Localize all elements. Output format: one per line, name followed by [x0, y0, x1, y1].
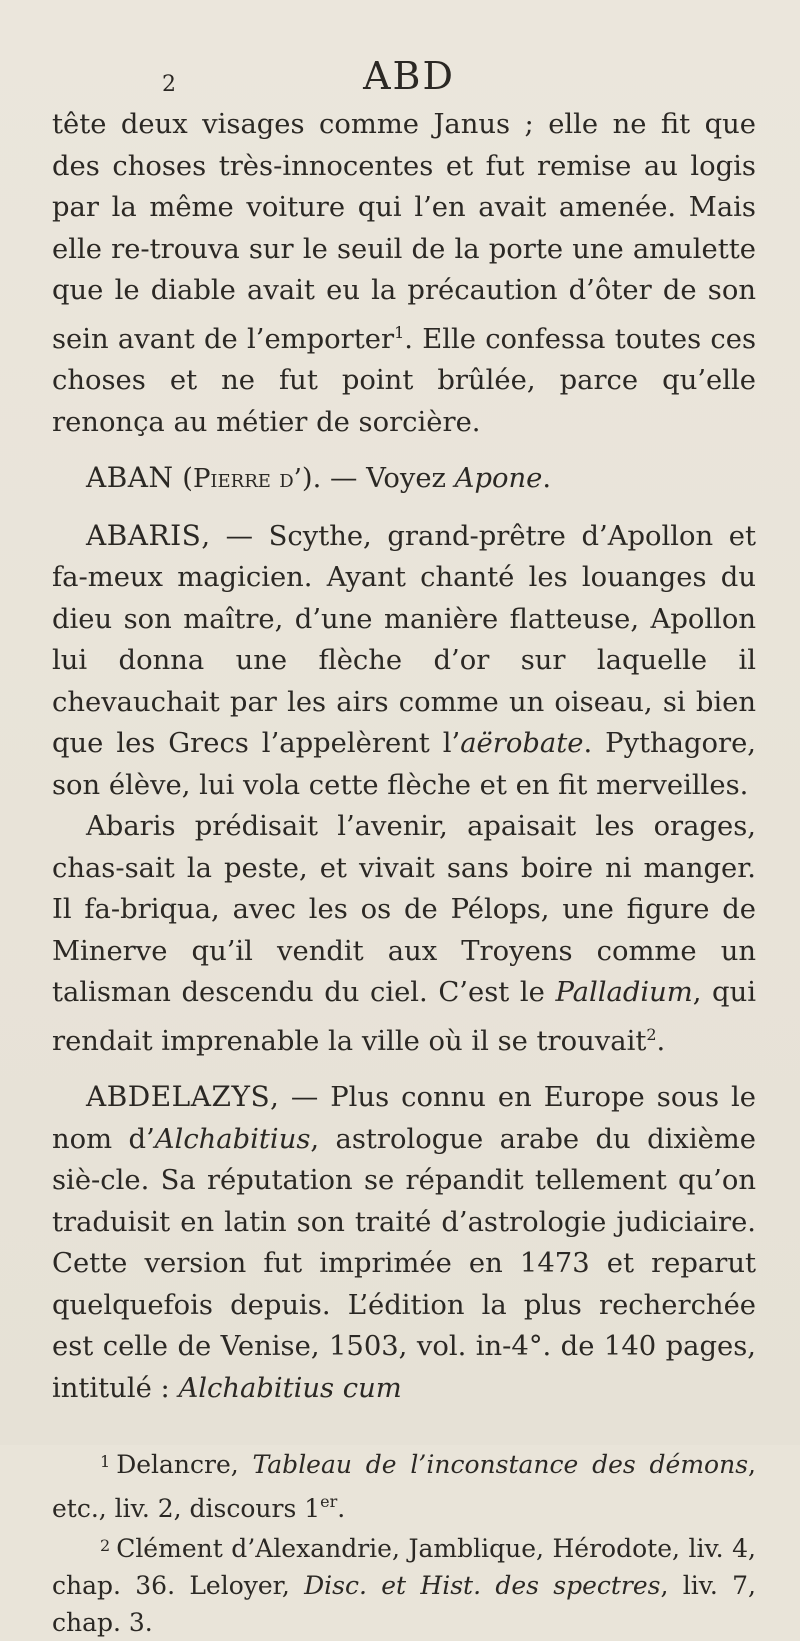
page-number: 2 — [162, 72, 176, 97]
paragraph-text: tête deux visages comme Janus ; elle ne fit que des choses très-innocentes et fut remise au logis par la même voiture qui l’en avait amenée. Mais elle re-trouva sur le seuil de la porte une amulette que le diable avait eu la précaution d’ôter de son sein avant de l’emporter — [52, 109, 756, 355]
entry-italic: aërobate — [460, 728, 584, 759]
entry-text: , astrologue arabe du dixième siè-cle. Sa réputation se répandit tellement qu’on traduisit en latin son traité d’astrologie judiciaire. Cette version fut imprimée en 1473 et reparut quelquefois depuis. L’édition la plus recherchée est celle de Venise, 1503, vol. in-4°. de 140 pages, intitulé : — [52, 1123, 756, 1404]
footnote-superscript: er — [320, 1492, 338, 1511]
paragraph-text: . Elle confessa toutes ces choses et ne fut point brûlée, parce qu’elle renonça au métier de sorcière. — [52, 323, 757, 438]
footnote-italic: Tableau de l’inconstance des démons — [252, 1450, 749, 1479]
footnotes — [52, 1443, 756, 1641]
footnote-text: , etc., liv. 2, discours 1 — [52, 1450, 756, 1523]
entry-text: , — Scythe, grand-prêtre d’Apollon et fa-meux magicien. Ayant chanté les louanges du dieu son maître, d’une manière flatteuse, Apollon lui donna une flèche d’or sur laquelle il chevauchait par les airs comme un oiseau, si bien que les Grecs l’appelèrent l’ — [52, 520, 756, 759]
footnote — [52, 1443, 756, 1527]
entry-italic: Alchabitius cum — [178, 1372, 402, 1404]
footnote-text: Delancre, — [116, 1450, 253, 1479]
entry-text: . — [542, 463, 552, 494]
footnote-italic: Disc. et Hist. des spectres — [304, 1571, 661, 1600]
footnote — [52, 1527, 756, 1641]
entry-text: , qui rendait imprenable la ville où il se trouvait — [52, 977, 756, 1057]
entry-headword: ABARIS — [86, 518, 202, 552]
main-text — [52, 104, 756, 1409]
footnote-text: Clément d’Alexandrie, Jamblique, Hérodote, liv. 4, chap. 36. Leloyer, — [52, 1534, 756, 1600]
entry-italic: Alchabitius — [154, 1123, 311, 1155]
cross-reference: Apone — [454, 463, 543, 494]
running-title: ABD — [363, 54, 455, 98]
entry-text: . — [656, 1025, 666, 1057]
entry-italic: Palladium — [555, 977, 693, 1008]
entry-headword: ABDELAZYS — [86, 1080, 271, 1113]
footnote-mark: 1 — [100, 1452, 111, 1471]
footnote-mark: 2 — [100, 1536, 111, 1555]
entry-abaris-paragraph-2 — [52, 806, 756, 1062]
footnote-text: , liv. 7, chap. 3. — [52, 1571, 756, 1637]
entry-aban — [52, 457, 756, 501]
entry-headword: ABAN — [86, 461, 174, 494]
entry-text: Abaris prédisait l’avenir, apaisait les orages, chas-sait la peste, et vivait sans boire ni manger. Il fa-briqua, avec les os de Pélops, une figure de Minerve qu’il vendit aux Troyens comme un talisman descendu du ciel. C’est le — [52, 811, 756, 1008]
entry-text: ). — Voyez — [301, 463, 455, 494]
entry-text: ( — [173, 463, 193, 494]
entry-name-smallcaps: Pierre d’ — [192, 464, 302, 494]
entry-text: , — Plus connu en Europe sous le nom d’ — [52, 1082, 756, 1155]
footnote-ref: 1 — [394, 322, 405, 342]
entry-text: . Pythagore, son élève, lui vola cette flèche et en fit merveilles. — [52, 728, 756, 801]
paragraph-continuation — [52, 104, 756, 443]
footnote-ref: 2 — [646, 1024, 657, 1044]
footnote-text: . — [337, 1494, 346, 1523]
entry-abaris — [52, 515, 756, 807]
running-header — [52, 54, 756, 104]
entry-abdelazys — [52, 1076, 756, 1409]
